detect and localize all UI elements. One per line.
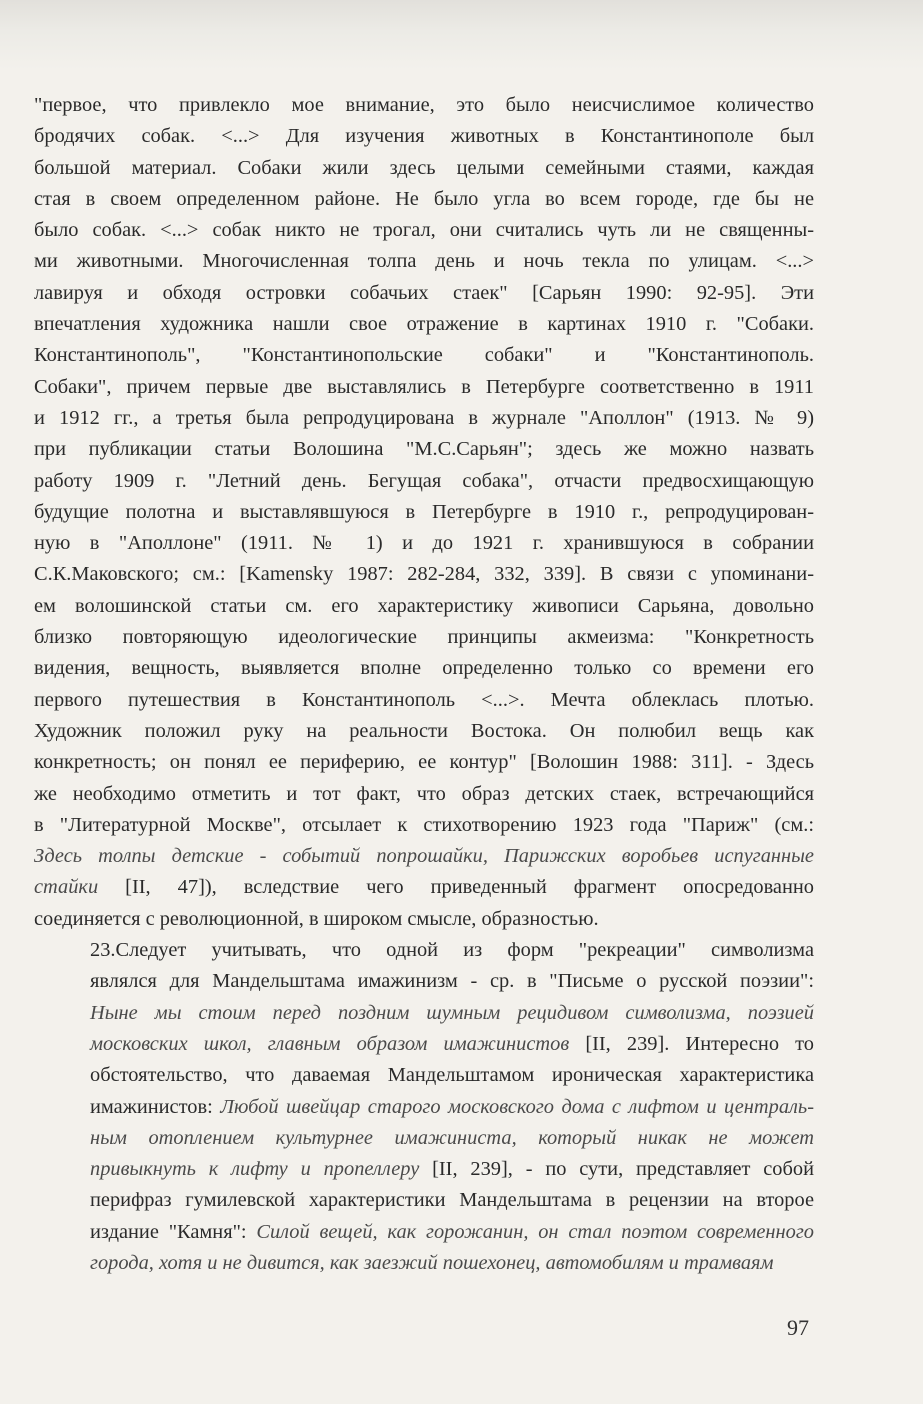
text-run: издание "Камня": <box>90 1220 257 1243</box>
text-run: [II, 239], - по сути, представляет собой <box>419 1158 814 1181</box>
text-line <box>34 872 814 903</box>
text-run: же необходимо отметить и тот факт, что образ детских стаек, встречающийся <box>34 782 814 805</box>
text-run: в "Литературной Москве", отсылает к стихотворению 1923 года "Париж" (см.: <box>34 813 814 836</box>
text-run: [II, 47]), вследствие чего приведенный фрагмент опосредованно <box>98 876 814 899</box>
text-line <box>34 121 814 152</box>
text-line <box>34 622 814 653</box>
italic-quote: привыкнуть к лифту и пропеллеру <box>90 1158 420 1181</box>
italic-quote: ным отоплением культурнее имажиниста, который никак не может <box>90 1126 814 1149</box>
text-run: большой материал. Собаки жили здесь целыми семейными стаями, каждая <box>34 156 814 179</box>
text-line <box>34 403 814 434</box>
text-run: лавируя и обходя островки собачьих стаек" [Сарьян 1990: 92-95]. Эти <box>34 281 814 304</box>
italic-quote: стайки <box>34 876 99 899</box>
text-line <box>34 497 814 528</box>
text-line <box>34 685 814 716</box>
text-line <box>34 309 814 340</box>
text-line <box>34 528 814 559</box>
text-line <box>34 559 814 590</box>
text-line <box>34 1217 814 1248</box>
text-line <box>34 246 814 277</box>
text-run: и 1912 гг., а третья была репродуцирована в журнале "Аполлон" (1913. № 9) <box>34 406 814 429</box>
text-run: будущие полотна и выставлявшуюся в Петербурге в 1910 г., репродуцирован- <box>34 500 814 523</box>
text-line <box>34 215 814 246</box>
italic-quote: Силой вещей, как горожанин, он стал поэтом современного <box>256 1220 814 1243</box>
text-line <box>34 278 814 309</box>
text-line <box>34 1154 814 1185</box>
text-run: впечатления художника нашли свое отражение в картинах 1910 г. "Собаки. <box>34 313 814 336</box>
text-line <box>34 747 814 778</box>
text-line <box>34 998 814 1029</box>
text-run: являлся для Мандельштама имажинизм - ср. в "Письме о русской поэзии": <box>90 970 814 993</box>
page-number: 97 <box>787 1315 809 1340</box>
page-body <box>34 90 814 1279</box>
text-line <box>34 1248 814 1279</box>
text-run: ем волошинской статьи см. его характеристику живописи Сарьяна, довольно <box>34 594 814 617</box>
text-run: обстоятельство, что даваемая Мандельштамом ироническая характеристика <box>90 1064 814 1087</box>
text-run: С.К.Маковского; см.: [Kamensky 1987: 282-284, 332, 339]. В связи с упоминани- <box>34 563 814 586</box>
text-line <box>34 716 814 747</box>
text-line <box>34 1060 814 1091</box>
text-run: ную в "Аполлоне" (1911. № 1) и до 1921 г. хранившуюся в собрании <box>34 532 814 555</box>
italic-quote: московских школ, главным образом имажинистов <box>90 1032 570 1055</box>
text-line <box>34 966 814 997</box>
italic-quote: Ныне мы стоим перед поздним шумным рецидивом символизма, поэзией <box>90 1001 814 1024</box>
text-run: Художник положил руку на реальности Востока. Он полюбил вещь как <box>34 719 814 742</box>
text-line <box>34 434 814 465</box>
text-run: близко повторяющую идеологические принципы акмеизма: "Конкретность <box>34 626 814 649</box>
text-line <box>34 90 814 121</box>
text-run: имажинистов: <box>90 1095 221 1118</box>
text-line <box>34 591 814 622</box>
text-line <box>34 935 814 966</box>
italic-quote: города, хотя и не дивится, как заезжий пошехонец, автомобилям и трамваям <box>90 1251 774 1274</box>
italic-quote: Здесь толпы детские - событий попрошайки, Парижских воробьев испуганные <box>34 845 814 868</box>
text-line <box>34 1092 814 1123</box>
text-run: Собаки", причем первые две выставлялись в Петербурге соответственно в 1911 <box>34 375 814 398</box>
scan-top-shadow <box>0 0 923 70</box>
text-run: бродячих собак. <...> Для изучения животных в Константинополе был <box>34 125 814 148</box>
text-run: Константинополь", "Константинопольские собаки" и "Константинополь. <box>34 344 814 367</box>
paragraph-note-continuation <box>34 90 814 935</box>
text-line <box>34 372 814 403</box>
text-line <box>34 779 814 810</box>
text-run: работу 1909 г. "Летний день. Бегущая собака", отчасти предвосхищающую <box>34 469 814 492</box>
text-run: соединяется с революционной, в широком смысле, образностью. <box>34 907 599 930</box>
text-run: первого путешествия в Константинополь <...>. Мечта облеклась плотью. <box>34 688 814 711</box>
text-run: при публикации статьи Волошина "М.С.Сарьян"; здесь же можно назвать <box>34 438 814 461</box>
italic-quote: Любой швейцар старого московского дома с лифтом и централь- <box>220 1095 814 1118</box>
text-line <box>34 653 814 684</box>
text-run: "первое, что привлекло мое внимание, это было неисчислимое количество <box>34 94 814 116</box>
text-run: ми животными. Многочисленная толпа день и ночь текла по улицам. <...> <box>34 250 814 273</box>
text-run: видения, вещность, выявляется вполне определенно только со времени его <box>34 657 814 680</box>
text-line <box>34 810 814 841</box>
text-line <box>34 1123 814 1154</box>
text-line <box>34 1029 814 1060</box>
text-run: [II, 239]. Интересно то <box>569 1032 814 1055</box>
text-line <box>34 466 814 497</box>
text-run: было собак. <...> собак никто не трогал, они считались чуть ли не священны- <box>34 219 814 242</box>
text-line <box>34 184 814 215</box>
text-line <box>34 1185 814 1216</box>
text-run: стая в своем определенном районе. Не было угла во всем городе, где бы не <box>34 187 814 210</box>
paragraph-note-23 <box>34 935 814 1279</box>
text-line <box>34 904 814 935</box>
text-line <box>34 153 814 184</box>
text-run: перифраз гумилевской характеристики Мандельштама в рецензии на второе <box>90 1189 814 1212</box>
text-run: конкретность; он понял ее периферию, ее контур" [Волошин 1988: 311]. - Здесь <box>34 751 814 774</box>
text-line <box>34 340 814 371</box>
text-run: 23.Следует учитывать, что одной из форм "рекреации" символизма <box>90 939 814 962</box>
text-line <box>34 841 814 872</box>
